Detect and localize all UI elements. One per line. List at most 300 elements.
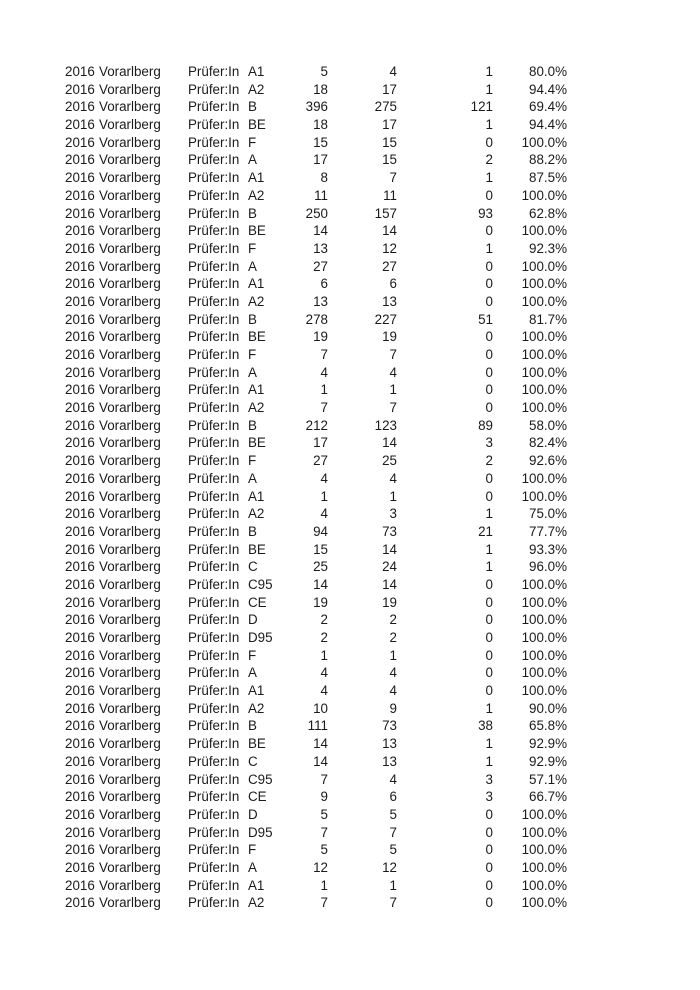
table-row	[65, 134, 567, 152]
cell-total: 7	[320, 347, 328, 362]
cell-total: 27	[313, 258, 328, 274]
cell-total: 7	[320, 771, 328, 787]
cell-passed: 19	[382, 329, 397, 345]
cell-failed: 21	[478, 523, 493, 539]
cell-year: 2016	[65, 347, 95, 362]
cell-passed: 11	[383, 187, 397, 203]
cell-failed: 0	[485, 612, 493, 628]
cell-year: 2016	[65, 293, 95, 309]
cell-total: 13	[313, 240, 328, 256]
cell-passed: 6	[389, 789, 397, 805]
cell-examiner: Prüfer:In	[188, 683, 240, 699]
cell-region: Vorarlberg	[99, 736, 161, 752]
cell-failed: 0	[485, 134, 493, 150]
table-row	[65, 364, 567, 382]
cell-failed: 1	[485, 700, 493, 716]
table-row	[65, 824, 567, 842]
cell-region: Vorarlberg	[99, 506, 161, 522]
cell-examiner: Prüfer:In	[188, 859, 240, 875]
cell-examiner: Prüfer:In	[188, 877, 240, 893]
cell-passed: 5	[389, 842, 397, 858]
cell-failed: 1	[485, 170, 493, 186]
cell-passed: 2	[389, 630, 397, 645]
cell-region: Vorarlberg	[99, 523, 161, 539]
cell-total: 8	[320, 170, 328, 186]
cell-region: Vorarlberg	[99, 842, 161, 858]
cell-year: 2016	[65, 700, 95, 716]
cell-examiner: Prüfer:In	[188, 134, 240, 150]
cell-year: 2016	[65, 736, 95, 752]
cell-region: Vorarlberg	[99, 665, 161, 681]
cell-class: A1	[248, 488, 265, 504]
cell-year: 2016	[65, 488, 95, 504]
cell-rate: 100.0%	[521, 470, 567, 486]
cell-rate: 100.0%	[521, 576, 567, 592]
cell-total: 278	[305, 311, 328, 327]
cell-examiner: Prüfer:In	[188, 736, 240, 752]
cell-rate: 88.2%	[529, 152, 567, 168]
cell-class: A	[248, 364, 257, 380]
cell-total: 5	[320, 842, 328, 858]
cell-region: Vorarlberg	[99, 276, 161, 292]
cell-rate: 100.0%	[521, 824, 567, 840]
table-row	[65, 541, 567, 559]
cell-rate: 65.8%	[529, 718, 567, 734]
cell-total: 396	[305, 99, 328, 115]
cell-region: Vorarlberg	[99, 859, 161, 875]
cell-examiner: Prüfer:In	[188, 789, 240, 805]
cell-rate: 62.8%	[529, 205, 567, 221]
cell-failed: 0	[485, 400, 493, 416]
cell-year: 2016	[65, 417, 95, 433]
cell-class: C	[248, 753, 258, 769]
cell-class: BE	[248, 117, 266, 133]
table-row	[65, 81, 567, 99]
cell-rate: 80.0%	[529, 64, 567, 79]
cell-rate: 100.0%	[521, 258, 567, 274]
cell-rate: 58.0%	[529, 417, 567, 433]
table-row	[65, 682, 567, 700]
cell-total: 7	[320, 400, 328, 416]
table-row	[65, 434, 567, 452]
table-row	[65, 169, 567, 187]
cell-region: Vorarlberg	[99, 470, 161, 486]
cell-region: Vorarlberg	[99, 576, 161, 592]
cell-year: 2016	[65, 258, 95, 274]
cell-year: 2016	[65, 240, 95, 256]
cell-failed: 3	[485, 771, 493, 787]
cell-examiner: Prüfer:In	[188, 99, 240, 115]
cell-passed: 14	[382, 576, 397, 592]
cell-total: 250	[305, 205, 328, 221]
cell-total: 14	[313, 753, 328, 769]
cell-total: 4	[320, 665, 328, 681]
cell-total: 4	[320, 506, 328, 522]
cell-region: Vorarlberg	[99, 258, 161, 274]
cell-failed: 38	[478, 718, 493, 734]
cell-year: 2016	[65, 683, 95, 699]
cell-rate: 100.0%	[521, 223, 567, 239]
cell-rate: 100.0%	[521, 859, 567, 875]
cell-year: 2016	[65, 789, 95, 805]
cell-class: A2	[248, 506, 265, 522]
table-row	[65, 753, 567, 771]
cell-examiner: Prüfer:In	[188, 647, 240, 663]
cell-total: 14	[313, 223, 328, 239]
cell-examiner: Prüfer:In	[188, 293, 240, 309]
cell-failed: 1	[485, 81, 493, 97]
cell-class: A2	[248, 400, 265, 416]
cell-failed: 1	[485, 736, 493, 752]
cell-rate: 100.0%	[521, 647, 567, 663]
cell-class: B	[248, 523, 257, 539]
cell-passed: 15	[382, 152, 397, 168]
table-row	[65, 877, 567, 895]
cell-year: 2016	[65, 665, 95, 681]
cell-failed: 93	[478, 205, 493, 221]
cell-examiner: Prüfer:In	[188, 187, 240, 203]
cell-passed: 27	[382, 258, 397, 274]
cell-passed: 12	[382, 240, 397, 256]
table-row	[65, 275, 567, 293]
cell-year: 2016	[65, 205, 95, 221]
cell-examiner: Prüfer:In	[188, 700, 240, 716]
cell-year: 2016	[65, 506, 95, 522]
cell-passed: 7	[389, 895, 397, 911]
cell-passed: 25	[382, 453, 397, 469]
cell-failed: 0	[485, 877, 493, 893]
cell-examiner: Prüfer:In	[188, 453, 240, 469]
cell-examiner: Prüfer:In	[188, 240, 240, 256]
cell-examiner: Prüfer:In	[188, 576, 240, 592]
cell-region: Vorarlberg	[99, 134, 161, 150]
cell-failed: 0	[485, 824, 493, 840]
table-row	[65, 700, 567, 718]
cell-year: 2016	[65, 453, 95, 469]
cell-rate: 100.0%	[521, 347, 567, 362]
cell-region: Vorarlberg	[99, 630, 161, 645]
cell-class: A1	[248, 64, 265, 79]
cell-region: Vorarlberg	[99, 700, 161, 716]
cell-region: Vorarlberg	[99, 895, 161, 911]
cell-class: A	[248, 665, 257, 681]
cell-region: Vorarlberg	[99, 453, 161, 469]
cell-failed: 0	[485, 842, 493, 858]
cell-total: 1	[320, 877, 328, 893]
cell-year: 2016	[65, 842, 95, 858]
cell-total: 17	[313, 152, 328, 168]
cell-failed: 1	[485, 541, 493, 557]
cell-year: 2016	[65, 311, 95, 327]
table-row	[65, 346, 567, 364]
cell-failed: 0	[485, 630, 493, 645]
cell-region: Vorarlberg	[99, 488, 161, 504]
cell-examiner: Prüfer:In	[188, 541, 240, 557]
table-row	[65, 151, 567, 169]
cell-failed: 0	[485, 187, 493, 203]
cell-year: 2016	[65, 877, 95, 893]
cell-passed: 7	[389, 170, 397, 186]
cell-total: 15	[313, 134, 328, 150]
cell-total: 17	[313, 435, 328, 451]
cell-examiner: Prüfer:In	[188, 364, 240, 380]
cell-examiner: Prüfer:In	[188, 81, 240, 97]
cell-examiner: Prüfer:In	[188, 488, 240, 504]
cell-failed: 1	[485, 117, 493, 133]
cell-passed: 227	[374, 311, 397, 327]
cell-failed: 1	[485, 240, 493, 256]
cell-examiner: Prüfer:In	[188, 506, 240, 522]
table-row	[65, 647, 567, 665]
cell-passed: 15	[382, 134, 397, 150]
cell-rate: 92.3%	[529, 240, 567, 256]
cell-rate: 100.0%	[521, 895, 567, 911]
cell-rate: 94.4%	[529, 117, 567, 133]
cell-passed: 7	[389, 400, 397, 416]
cell-year: 2016	[65, 329, 95, 345]
cell-total: 212	[305, 417, 328, 433]
cell-failed: 0	[485, 347, 493, 362]
cell-rate: 94.4%	[529, 81, 567, 97]
cell-total: 6	[320, 276, 328, 292]
cell-region: Vorarlberg	[99, 347, 161, 362]
cell-year: 2016	[65, 824, 95, 840]
cell-rate: 100.0%	[521, 594, 567, 610]
cell-class: BE	[248, 435, 266, 451]
cell-failed: 0	[485, 223, 493, 239]
table-row	[65, 98, 567, 116]
cell-class: BE	[248, 329, 266, 345]
cell-class: A1	[248, 276, 265, 292]
cell-rate: 77.7%	[529, 523, 567, 539]
cell-passed: 275	[374, 99, 397, 115]
table-row	[65, 417, 567, 435]
cell-failed: 1	[485, 506, 493, 522]
cell-total: 12	[313, 859, 328, 875]
cell-year: 2016	[65, 630, 95, 645]
cell-class: D	[248, 612, 258, 628]
cell-rate: 92.9%	[529, 736, 567, 752]
cell-failed: 0	[485, 276, 493, 292]
cell-rate: 100.0%	[521, 329, 567, 345]
cell-region: Vorarlberg	[99, 718, 161, 734]
table-row	[65, 894, 567, 912]
table-row	[65, 788, 567, 806]
table-row	[65, 240, 567, 258]
cell-total: 11	[314, 187, 328, 203]
cell-rate: 100.0%	[521, 364, 567, 380]
cell-passed: 19	[382, 594, 397, 610]
cell-total: 27	[313, 453, 328, 469]
table-row	[65, 629, 567, 647]
cell-year: 2016	[65, 99, 95, 115]
cell-examiner: Prüfer:In	[188, 64, 240, 79]
cell-year: 2016	[65, 64, 95, 79]
cell-total: 94	[313, 523, 328, 539]
cell-region: Vorarlberg	[99, 64, 161, 79]
cell-passed: 13	[382, 753, 397, 769]
cell-passed: 73	[382, 718, 397, 734]
cell-failed: 0	[485, 576, 493, 592]
table-row	[65, 452, 567, 470]
cell-region: Vorarlberg	[99, 364, 161, 380]
cell-rate: 100.0%	[521, 842, 567, 858]
table-row	[65, 399, 567, 417]
cell-class: A	[248, 859, 257, 875]
cell-class: A2	[248, 293, 265, 309]
cell-failed: 0	[485, 859, 493, 875]
table-row	[65, 558, 567, 576]
cell-passed: 4	[389, 771, 397, 787]
cell-rate: 100.0%	[521, 806, 567, 822]
cell-class: CE	[248, 789, 267, 805]
table-row	[65, 576, 567, 594]
cell-examiner: Prüfer:In	[188, 824, 240, 840]
table-row	[65, 505, 567, 523]
cell-examiner: Prüfer:In	[188, 258, 240, 274]
cell-class: A2	[248, 81, 265, 97]
cell-class: B	[248, 311, 257, 327]
cell-failed: 3	[485, 435, 493, 451]
cell-class: A	[248, 152, 257, 168]
cell-failed: 3	[485, 789, 493, 805]
cell-failed: 0	[485, 594, 493, 610]
cell-class: C	[248, 559, 258, 575]
cell-year: 2016	[65, 541, 95, 557]
cell-class: A	[248, 258, 257, 274]
cell-passed: 123	[374, 417, 397, 433]
cell-total: 1	[320, 382, 328, 398]
cell-year: 2016	[65, 276, 95, 292]
cell-examiner: Prüfer:In	[188, 470, 240, 486]
cell-examiner: Prüfer:In	[188, 559, 240, 575]
table-row	[65, 523, 567, 541]
cell-failed: 0	[485, 258, 493, 274]
cell-passed: 6	[389, 276, 397, 292]
cell-examiner: Prüfer:In	[188, 152, 240, 168]
cell-year: 2016	[65, 559, 95, 575]
table-row	[65, 735, 567, 753]
cell-failed: 0	[485, 895, 493, 911]
cell-total: 19	[313, 329, 328, 345]
cell-class: D95	[248, 824, 273, 840]
cell-total: 5	[320, 64, 328, 79]
cell-rate: 100.0%	[521, 134, 567, 150]
cell-examiner: Prüfer:In	[188, 718, 240, 734]
cell-region: Vorarlberg	[99, 187, 161, 203]
cell-passed: 3	[389, 506, 397, 522]
cell-examiner: Prüfer:In	[188, 417, 240, 433]
table-row	[65, 664, 567, 682]
cell-total: 9	[320, 789, 328, 805]
cell-class: F	[248, 453, 257, 469]
cell-year: 2016	[65, 134, 95, 150]
cell-rate: 100.0%	[521, 276, 567, 292]
cell-region: Vorarlberg	[99, 293, 161, 309]
cell-year: 2016	[65, 523, 95, 539]
cell-examiner: Prüfer:In	[188, 223, 240, 239]
table-row	[65, 771, 567, 789]
cell-failed: 0	[485, 329, 493, 345]
cell-class: BE	[248, 736, 266, 752]
cell-passed: 9	[389, 700, 397, 716]
cell-examiner: Prüfer:In	[188, 347, 240, 362]
cell-region: Vorarlberg	[99, 223, 161, 239]
cell-class: A2	[248, 187, 265, 203]
cell-total: 7	[320, 824, 328, 840]
cell-class: BE	[248, 541, 266, 557]
cell-year: 2016	[65, 576, 95, 592]
cell-rate: 96.0%	[529, 559, 567, 575]
cell-year: 2016	[65, 753, 95, 769]
cell-rate: 100.0%	[521, 665, 567, 681]
table-row	[65, 611, 567, 629]
cell-passed: 2	[389, 612, 397, 628]
cell-passed: 4	[389, 683, 397, 699]
cell-rate: 100.0%	[521, 382, 567, 398]
cell-failed: 0	[485, 665, 493, 681]
cell-total: 2	[320, 630, 328, 645]
cell-total: 19	[313, 594, 328, 610]
cell-rate: 100.0%	[521, 877, 567, 893]
cell-total: 7	[320, 895, 328, 911]
cell-region: Vorarlberg	[99, 400, 161, 416]
cell-year: 2016	[65, 400, 95, 416]
cell-rate: 100.0%	[521, 683, 567, 699]
table-row	[65, 187, 567, 205]
cell-passed: 13	[382, 293, 397, 309]
cell-region: Vorarlberg	[99, 559, 161, 575]
cell-passed: 1	[389, 488, 397, 504]
cell-examiner: Prüfer:In	[188, 382, 240, 398]
cell-class: A1	[248, 683, 265, 699]
cell-class: A2	[248, 895, 265, 911]
cell-rate: 57.1%	[529, 771, 567, 787]
table-row	[65, 806, 567, 824]
cell-passed: 4	[389, 470, 397, 486]
cell-class: F	[248, 240, 257, 256]
cell-class: D	[248, 806, 258, 822]
cell-examiner: Prüfer:In	[188, 170, 240, 186]
cell-region: Vorarlberg	[99, 382, 161, 398]
cell-class: B	[248, 417, 257, 433]
cell-failed: 1	[485, 559, 493, 575]
cell-year: 2016	[65, 470, 95, 486]
cell-rate: 87.5%	[529, 170, 567, 186]
cell-total: 1	[320, 488, 328, 504]
cell-region: Vorarlberg	[99, 771, 161, 787]
cell-passed: 14	[382, 223, 397, 239]
cell-total: 111	[307, 718, 328, 734]
cell-region: Vorarlberg	[99, 647, 161, 663]
cell-passed: 17	[382, 81, 397, 97]
cell-class: F	[248, 347, 257, 362]
cell-region: Vorarlberg	[99, 594, 161, 610]
cell-total: 25	[313, 559, 328, 575]
cell-failed: 1	[485, 64, 493, 79]
cell-examiner: Prüfer:In	[188, 842, 240, 858]
cell-region: Vorarlberg	[99, 170, 161, 186]
cell-region: Vorarlberg	[99, 435, 161, 451]
cell-passed: 4	[389, 64, 397, 79]
cell-total: 18	[313, 117, 328, 133]
cell-examiner: Prüfer:In	[188, 594, 240, 610]
table-row	[65, 63, 567, 81]
cell-class: F	[248, 647, 257, 663]
cell-year: 2016	[65, 895, 95, 911]
cell-examiner: Prüfer:In	[188, 205, 240, 221]
cell-failed: 0	[485, 806, 493, 822]
